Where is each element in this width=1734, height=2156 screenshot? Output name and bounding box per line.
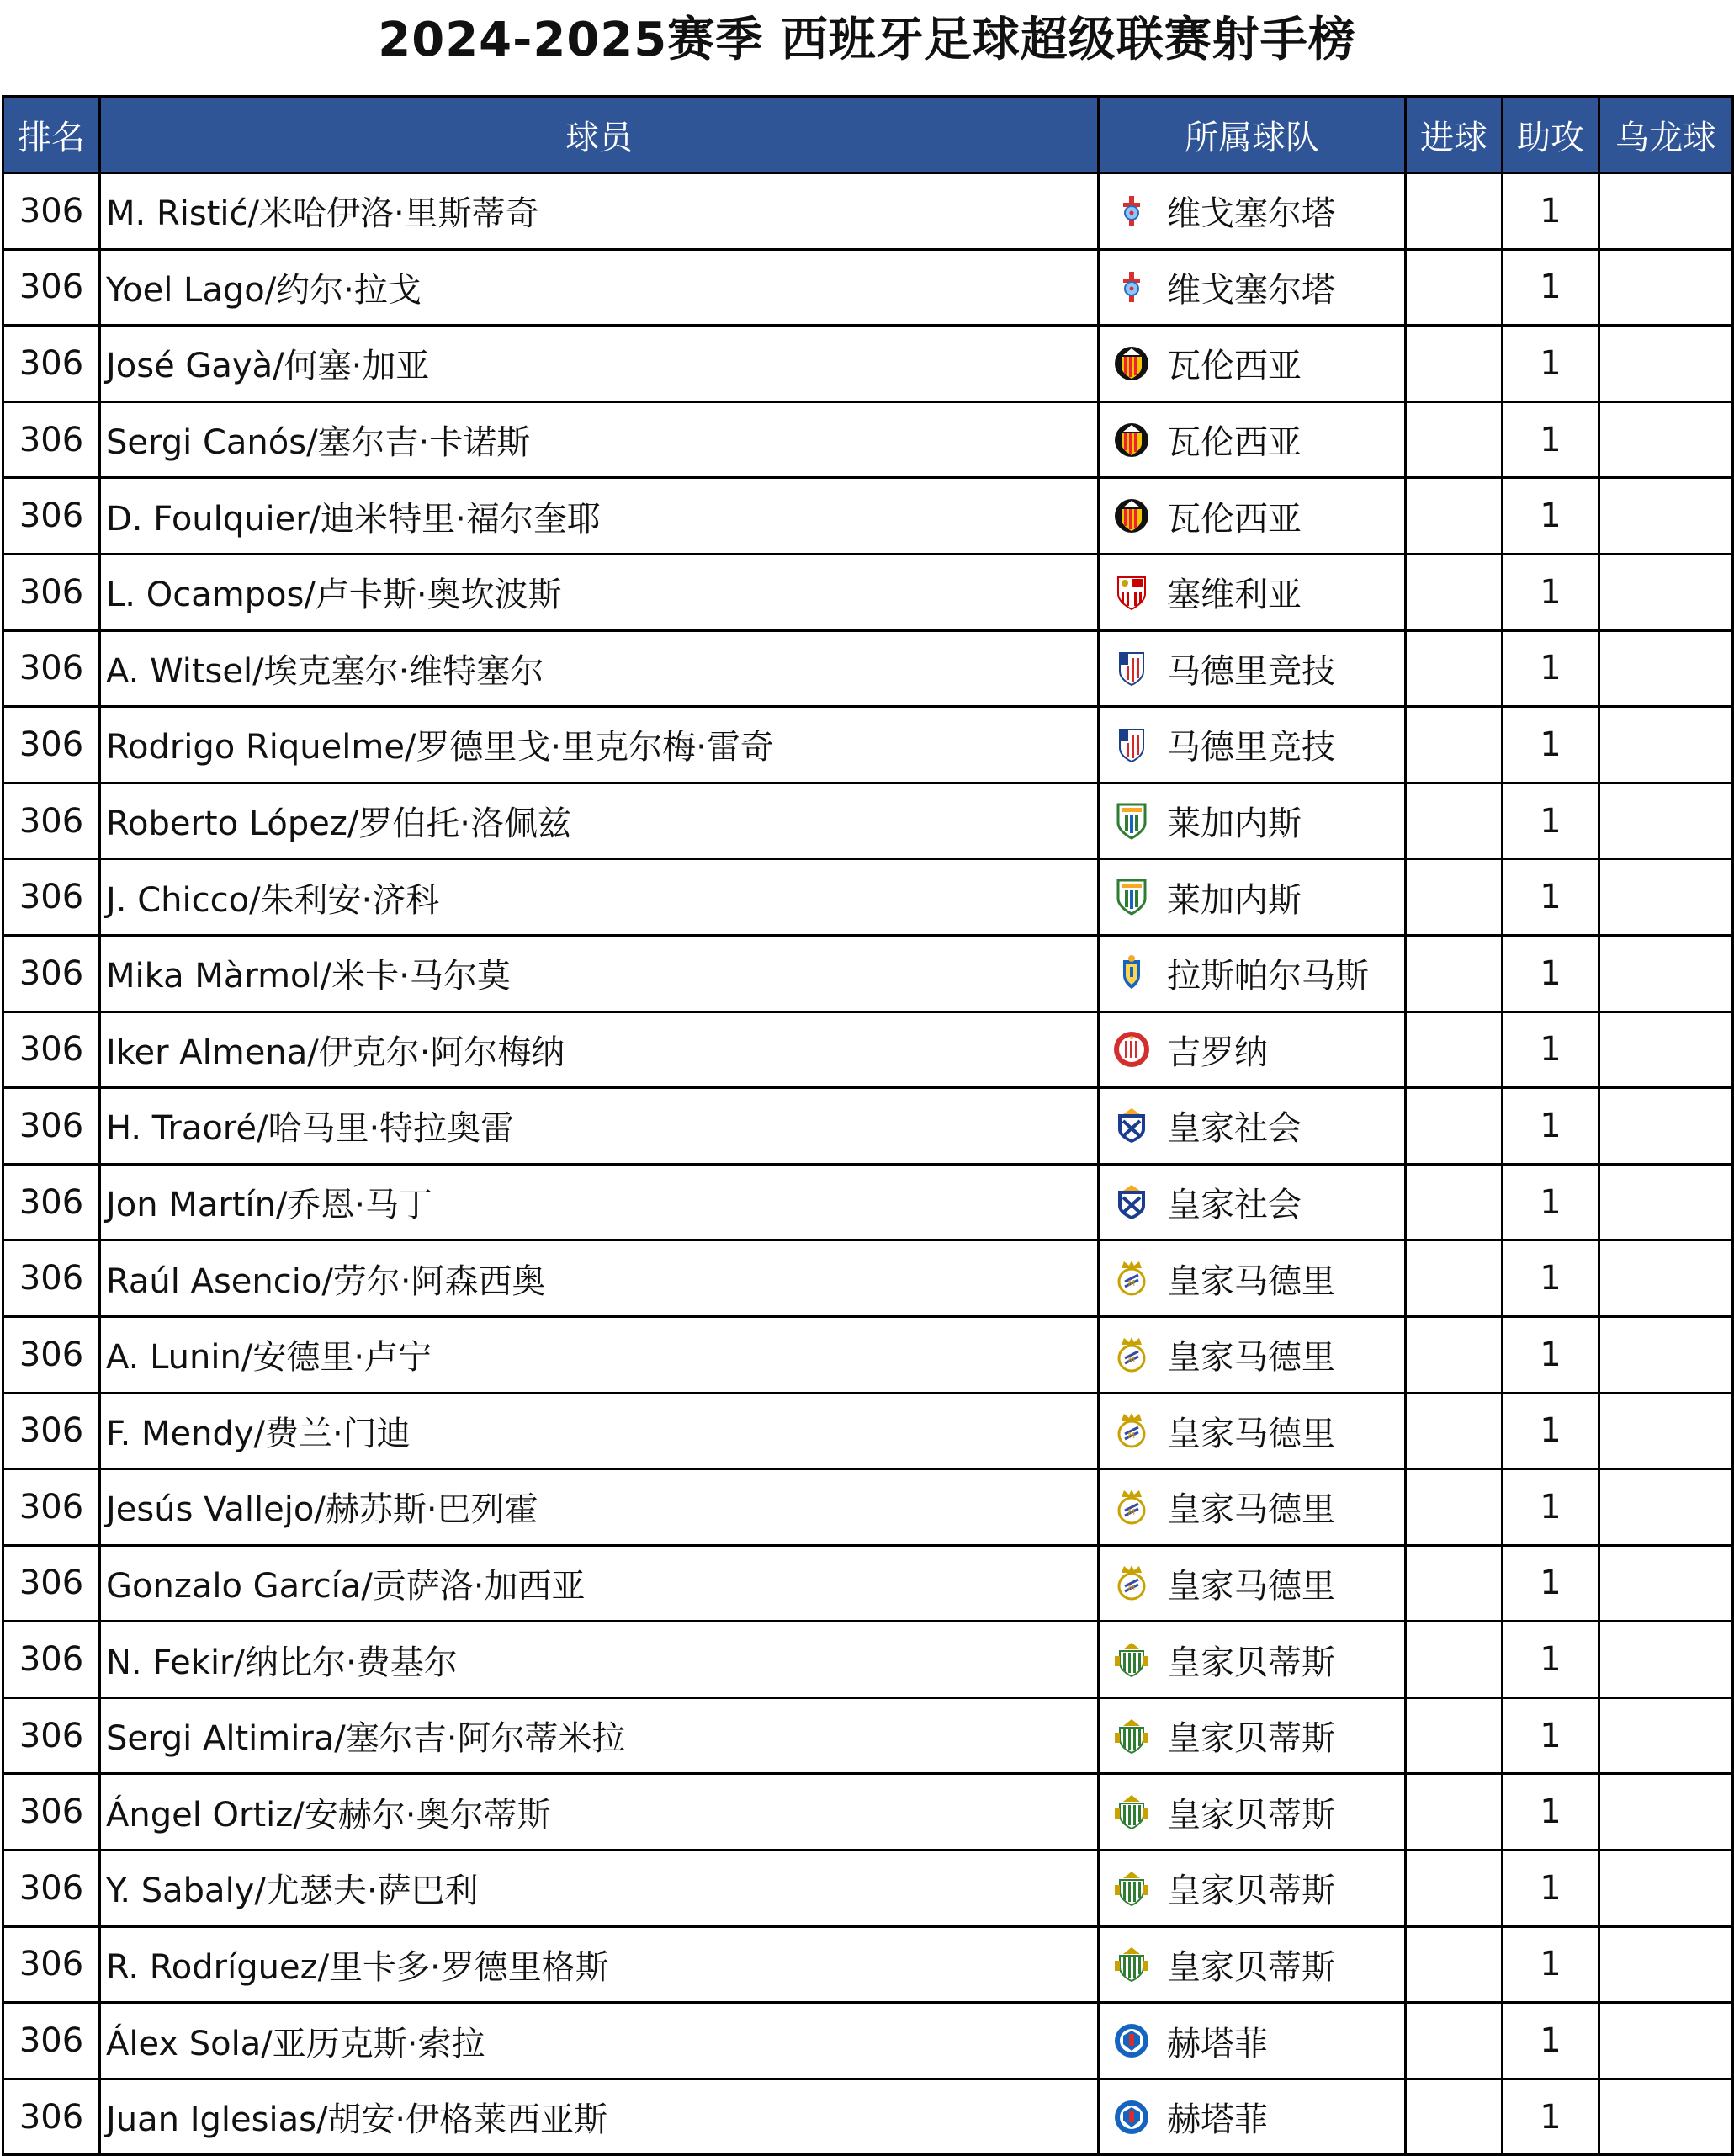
goals-cell	[1406, 935, 1503, 1012]
team-cell	[1099, 1469, 1406, 1546]
real-madrid-badge-icon	[1111, 1335, 1152, 1375]
own-goals-cell	[1599, 1622, 1733, 1698]
own-goals-cell	[1599, 630, 1733, 707]
team-cell	[1099, 1774, 1406, 1851]
valencia-badge-icon	[1111, 420, 1152, 460]
own-goals-cell	[1599, 326, 1733, 402]
real-madrid-badge-icon	[1111, 1410, 1152, 1451]
team-cell	[1099, 1851, 1406, 1927]
assists-cell: 1	[1503, 935, 1599, 1012]
own-goals-cell	[1599, 173, 1733, 250]
team-name: 拉斯帕尔马斯	[1167, 957, 1369, 996]
rank-cell: 306	[3, 1240, 100, 1317]
assists-cell: 1	[1503, 1393, 1599, 1469]
atletico-badge-icon	[1111, 648, 1152, 688]
rank-cell: 306	[3, 707, 100, 783]
player-cell: H. Traoré/哈马里·特拉奥雷	[100, 1088, 1099, 1165]
player-cell: Sergi Canós/塞尔吉·卡诺斯	[100, 401, 1099, 478]
team-name: 皇家马德里	[1167, 1338, 1335, 1378]
team-cell	[1099, 783, 1406, 859]
team-cell	[1099, 1240, 1406, 1317]
goals-cell	[1406, 326, 1503, 402]
player-cell: Iker Almena/伊克尔·阿尔梅纳	[100, 1012, 1099, 1088]
table-row	[3, 1012, 1733, 1088]
player-cell: L. Ocampos/卢卡斯·奥坎波斯	[100, 554, 1099, 630]
rank-cell: 306	[3, 1012, 100, 1088]
table-row	[3, 630, 1733, 707]
rank-cell: 306	[3, 249, 100, 326]
goals-cell	[1406, 1393, 1503, 1469]
own-goals-cell	[1599, 401, 1733, 478]
player-cell: Yoel Lago/约尔·拉戈	[100, 249, 1099, 326]
assists-cell: 1	[1503, 1851, 1599, 1927]
rank-cell: 306	[3, 1926, 100, 2003]
team-name: 皇家贝蒂斯	[1167, 1719, 1335, 1759]
assists-cell: 1	[1503, 554, 1599, 630]
team-name: 瓦伦西亚	[1167, 423, 1302, 463]
team-name: 维戈塞尔塔	[1167, 194, 1335, 234]
assists-cell: 1	[1503, 2003, 1599, 2079]
real-madrid-badge-icon	[1111, 1487, 1152, 1527]
table-row	[3, 707, 1733, 783]
rank-cell: 306	[3, 630, 100, 707]
player-cell: Jon Martín/乔恩·马丁	[100, 1164, 1099, 1240]
goals-cell	[1406, 1545, 1503, 1622]
team-cell	[1099, 326, 1406, 402]
rank-cell: 306	[3, 1697, 100, 1774]
team-cell	[1099, 2079, 1406, 2155]
rank-cell: 306	[3, 1851, 100, 1927]
player-cell: Jesús Vallejo/赫苏斯·巴列霍	[100, 1469, 1099, 1546]
team-cell	[1099, 1316, 1406, 1393]
goals-cell	[1406, 401, 1503, 478]
own-goals-cell	[1599, 2079, 1733, 2155]
table-row	[3, 478, 1733, 555]
goals-cell	[1406, 859, 1503, 936]
goals-cell	[1406, 2079, 1503, 2155]
team-cell	[1099, 859, 1406, 936]
goals-cell	[1406, 1926, 1503, 2003]
assists-cell: 1	[1503, 1697, 1599, 1774]
real-madrid-badge-icon	[1111, 1563, 1152, 1603]
goals-cell	[1406, 478, 1503, 555]
player-cell: A. Lunin/安德里·卢宁	[100, 1316, 1099, 1393]
goals-cell	[1406, 1697, 1503, 1774]
team-name: 马德里竞技	[1167, 651, 1335, 691]
own-goals-cell	[1599, 1393, 1733, 1469]
player-cell: N. Fekir/纳比尔·费基尔	[100, 1622, 1099, 1698]
table-row	[3, 2079, 1733, 2155]
own-goals-cell	[1599, 249, 1733, 326]
table-row	[3, 1393, 1733, 1469]
rank-cell: 306	[3, 859, 100, 936]
team-name: 皇家马德里	[1167, 1566, 1335, 1606]
table-row	[3, 554, 1733, 630]
team-name: 赫塔菲	[1167, 2100, 1268, 2140]
goals-cell	[1406, 1622, 1503, 1698]
svg-text:M: M	[1127, 1431, 1136, 1442]
team-cell	[1099, 554, 1406, 630]
goals-cell	[1406, 630, 1503, 707]
table-row	[3, 1088, 1733, 1165]
team-cell	[1099, 1164, 1406, 1240]
header-rank: 排名	[3, 97, 100, 173]
team-cell	[1099, 478, 1406, 555]
own-goals-cell	[1599, 1851, 1733, 1927]
rank-cell: 306	[3, 173, 100, 250]
team-cell	[1099, 1545, 1406, 1622]
own-goals-cell	[1599, 1469, 1733, 1546]
team-cell	[1099, 1926, 1406, 2003]
player-cell: Gonzalo García/贡萨洛·加西亚	[100, 1545, 1099, 1622]
atletico-badge-icon	[1111, 725, 1152, 765]
player-cell: Roberto López/罗伯托·洛佩兹	[100, 783, 1099, 859]
table-row	[3, 935, 1733, 1012]
player-cell: J. Chicco/朱利安·济科	[100, 859, 1099, 936]
rank-cell: 306	[3, 554, 100, 630]
table-row	[3, 249, 1733, 326]
table-row	[3, 1545, 1733, 1622]
team-name: 皇家贝蒂斯	[1167, 1947, 1335, 1987]
assists-cell: 1	[1503, 249, 1599, 326]
team-cell	[1099, 249, 1406, 326]
team-name: 皇家马德里	[1167, 1414, 1335, 1453]
assists-cell: 1	[1503, 173, 1599, 250]
rank-cell: 306	[3, 2079, 100, 2155]
own-goals-cell	[1599, 1316, 1733, 1393]
team-name: 皇家马德里	[1167, 1261, 1335, 1301]
rank-cell: 306	[3, 1393, 100, 1469]
assists-cell: 1	[1503, 1316, 1599, 1393]
header-team: 所属球队	[1099, 97, 1406, 173]
celta-badge-icon	[1111, 267, 1152, 307]
own-goals-cell	[1599, 2003, 1733, 2079]
rank-cell: 306	[3, 1469, 100, 1546]
girona-badge-icon	[1111, 1029, 1152, 1070]
real-betis-badge-icon	[1111, 1792, 1152, 1832]
las-palmas-badge-icon	[1111, 953, 1152, 994]
goals-cell	[1406, 707, 1503, 783]
assists-cell: 1	[1503, 326, 1599, 402]
team-name: 莱加内斯	[1167, 805, 1302, 844]
player-cell: M. Ristić/米哈伊洛·里斯蒂奇	[100, 173, 1099, 250]
rank-cell: 306	[3, 935, 100, 1012]
own-goals-cell	[1599, 859, 1733, 936]
player-cell: Mika Màrmol/米卡·马尔莫	[100, 935, 1099, 1012]
own-goals-cell	[1599, 707, 1733, 783]
team-cell	[1099, 1393, 1406, 1469]
celta-badge-icon	[1111, 191, 1152, 231]
player-cell: Sergi Altimira/塞尔吉·阿尔蒂米拉	[100, 1697, 1099, 1774]
goals-cell	[1406, 1316, 1503, 1393]
table-row	[3, 1164, 1733, 1240]
rank-cell: 306	[3, 478, 100, 555]
rank-cell: 306	[3, 2003, 100, 2079]
rank-cell: 306	[3, 1545, 100, 1622]
table-row	[3, 1774, 1733, 1851]
table-row	[3, 401, 1733, 478]
real-betis-badge-icon	[1111, 1944, 1152, 1984]
rank-cell: 306	[3, 1622, 100, 1698]
team-name: 皇家社会	[1167, 1186, 1302, 1225]
assists-cell: 1	[1503, 2079, 1599, 2155]
team-name: 莱加内斯	[1167, 880, 1302, 920]
table-row	[3, 2003, 1733, 2079]
team-cell	[1099, 2003, 1406, 2079]
assists-cell: 1	[1503, 1545, 1599, 1622]
own-goals-cell	[1599, 554, 1733, 630]
player-cell: Juan Iglesias/胡安·伊格莱西亚斯	[100, 2079, 1099, 2155]
player-cell: Raúl Asencio/劳尔·阿森西奥	[100, 1240, 1099, 1317]
team-name: 瓦伦西亚	[1167, 347, 1302, 386]
table-row	[3, 1469, 1733, 1546]
table-row	[3, 1316, 1733, 1393]
player-cell: F. Mendy/费兰·门迪	[100, 1393, 1099, 1469]
goals-cell	[1406, 2003, 1503, 2079]
goals-cell	[1406, 1469, 1503, 1546]
header-player: 球员	[100, 97, 1099, 173]
rank-cell: 306	[3, 326, 100, 402]
real-betis-badge-icon	[1111, 1639, 1152, 1680]
table-row	[3, 1926, 1733, 2003]
player-cell: A. Witsel/埃克塞尔·维特塞尔	[100, 630, 1099, 707]
svg-text:M: M	[1127, 1584, 1136, 1594]
page-title: 2024-2025赛季 西班牙足球超级联赛射手榜	[378, 13, 1356, 67]
assists-cell: 1	[1503, 1164, 1599, 1240]
team-cell	[1099, 1622, 1406, 1698]
player-cell: Rodrigo Riquelme/罗德里戈·里克尔梅·雷奇	[100, 707, 1099, 783]
own-goals-cell	[1599, 1240, 1733, 1317]
table-row	[3, 1851, 1733, 1927]
assists-cell: 1	[1503, 1622, 1599, 1698]
goals-cell	[1406, 1088, 1503, 1165]
own-goals-cell	[1599, 783, 1733, 859]
own-goals-cell	[1599, 1164, 1733, 1240]
assists-cell: 1	[1503, 401, 1599, 478]
table-row	[3, 326, 1733, 402]
valencia-badge-icon	[1111, 343, 1152, 384]
team-cell	[1099, 707, 1406, 783]
own-goals-cell	[1599, 1088, 1733, 1165]
player-cell: D. Foulquier/迪米特里·福尔奎耶	[100, 478, 1099, 555]
team-name: 吉罗纳	[1167, 1033, 1268, 1072]
own-goals-cell	[1599, 1697, 1733, 1774]
own-goals-cell	[1599, 1774, 1733, 1851]
team-cell	[1099, 630, 1406, 707]
assists-cell: 1	[1503, 707, 1599, 783]
goals-cell	[1406, 554, 1503, 630]
real-sociedad-badge-icon	[1111, 1182, 1152, 1223]
own-goals-cell	[1599, 1545, 1733, 1622]
real-sociedad-badge-icon	[1111, 1106, 1152, 1146]
table-row	[3, 1622, 1733, 1698]
team-name: 瓦伦西亚	[1167, 499, 1302, 539]
valencia-badge-icon	[1111, 496, 1152, 536]
team-cell	[1099, 935, 1406, 1012]
team-name: 皇家贝蒂斯	[1167, 1643, 1335, 1682]
assists-cell: 1	[1503, 1469, 1599, 1546]
real-betis-badge-icon	[1111, 1868, 1152, 1909]
team-cell	[1099, 1012, 1406, 1088]
own-goals-cell	[1599, 1012, 1733, 1088]
header-assists: 助攻	[1503, 97, 1599, 173]
rank-cell: 306	[3, 1164, 100, 1240]
real-madrid-badge-icon	[1111, 1258, 1152, 1298]
leganes-badge-icon	[1111, 877, 1152, 917]
table-row	[3, 1697, 1733, 1774]
table-row	[3, 1240, 1733, 1317]
assists-cell: 1	[1503, 783, 1599, 859]
rank-cell: 306	[3, 783, 100, 859]
player-cell: R. Rodríguez/里卡多·罗德里格斯	[100, 1926, 1099, 2003]
leganes-badge-icon	[1111, 801, 1152, 842]
goals-cell	[1406, 1164, 1503, 1240]
assists-cell: 1	[1503, 1240, 1599, 1317]
own-goals-cell	[1599, 478, 1733, 555]
svg-text:M: M	[1127, 1507, 1136, 1517]
assists-cell: 1	[1503, 1012, 1599, 1088]
real-betis-badge-icon	[1111, 1716, 1152, 1756]
assists-cell: 1	[1503, 1774, 1599, 1851]
svg-text:M: M	[1127, 1355, 1136, 1365]
team-cell	[1099, 401, 1406, 478]
team-name: 皇家贝蒂斯	[1167, 1872, 1335, 1911]
getafe-badge-icon	[1111, 2021, 1152, 2061]
goals-cell	[1406, 783, 1503, 859]
team-name: 赫塔菲	[1167, 2024, 1268, 2063]
scorers-table	[2, 95, 1734, 2156]
rank-cell: 306	[3, 1088, 100, 1165]
player-cell: José Gayà/何塞·加亚	[100, 326, 1099, 402]
assists-cell: 1	[1503, 630, 1599, 707]
goals-cell	[1406, 1851, 1503, 1927]
team-name: 塞维利亚	[1167, 576, 1302, 615]
goals-cell	[1406, 249, 1503, 326]
team-cell	[1099, 1088, 1406, 1165]
sevilla-badge-icon	[1111, 572, 1152, 613]
table-row	[3, 173, 1733, 250]
player-cell: Álex Sola/亚历克斯·索拉	[100, 2003, 1099, 2079]
svg-text:M: M	[1127, 1279, 1136, 1289]
header-goals: 进球	[1406, 97, 1503, 173]
team-name: 皇家马德里	[1167, 1490, 1335, 1530]
team-name: 马德里竞技	[1167, 728, 1335, 767]
table-body	[3, 173, 1733, 2155]
table-header-row	[3, 97, 1733, 173]
own-goals-cell	[1599, 1926, 1733, 2003]
table-row	[3, 783, 1733, 859]
team-name: 维戈塞尔塔	[1167, 270, 1335, 310]
goals-cell	[1406, 1012, 1503, 1088]
assists-cell: 1	[1503, 1088, 1599, 1165]
table-row	[3, 859, 1733, 936]
goals-cell	[1406, 173, 1503, 250]
assists-cell: 1	[1503, 859, 1599, 936]
header-own-goals: 乌龙球	[1599, 97, 1733, 173]
assists-cell: 1	[1503, 1926, 1599, 2003]
assists-cell: 1	[1503, 478, 1599, 555]
team-name: 皇家社会	[1167, 1109, 1302, 1149]
team-cell	[1099, 173, 1406, 250]
getafe-badge-icon	[1111, 2097, 1152, 2137]
goals-cell	[1406, 1774, 1503, 1851]
team-cell	[1099, 1697, 1406, 1774]
own-goals-cell	[1599, 935, 1733, 1012]
rank-cell: 306	[3, 1774, 100, 1851]
player-cell: Y. Sabaly/尤瑟夫·萨巴利	[100, 1851, 1099, 1927]
rank-cell: 306	[3, 1316, 100, 1393]
rank-cell: 306	[3, 401, 100, 478]
goals-cell	[1406, 1240, 1503, 1317]
player-cell: Ángel Ortiz/安赫尔·奥尔蒂斯	[100, 1774, 1099, 1851]
team-name: 皇家贝蒂斯	[1167, 1795, 1335, 1835]
